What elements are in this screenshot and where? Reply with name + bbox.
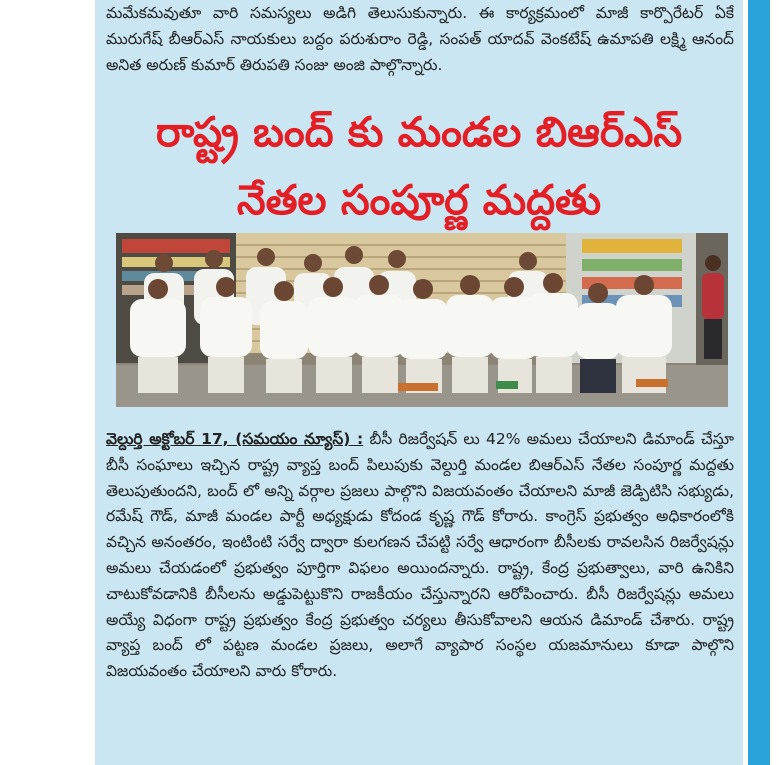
headline-line-2: నేతల సంపూర్ణ మద్దతు	[236, 176, 602, 224]
body-paragraph	[106, 427, 734, 685]
side-accent-bar	[748, 0, 770, 765]
headline-line-1: రాష్ట్ర బంద్ కు మండల బిఆర్ఎస్	[155, 108, 683, 156]
top-paragraph: మమేకమవుతూ వారి సమస్యలు అడిగి తెలుసుకున్నారు. ఈ కార్యక్రమంలో మాజీ కార్పొరేటర్ ఏకే మురుగేష్ బీఆర్ఎస్ నాయకులు బద్దం పరుశురాం రెడ్డి, సంపత్ యాదవ్ వెంకటేష్ ఉమాపతి లక్ష్మి ఆనంద్ అనిత అరుణ్ కుమార్ తిరుపతి సంజు అంజి పాల్గొన్నారు.	[106, 4, 734, 74]
group-photo	[116, 233, 728, 407]
body-text: బీసీ రిజర్వేషన్ లు 42% అమలు చేయాలని డిమాండ్ చేస్తూ బీసీ సంఘాలు ఇచ్చిన రాష్ట్ర వ్యాప్త బంద్ పిలుపుకు వెల్దుర్తి మండల బిఆర్ఎస్ నేతల సంపూర్ణ మద్దతు తెలుపుతుందని, బంద్ లో అన్ని వర్గాల ప్రజలు పాల్గొని విజయవంతం చేయాలని మాజీ జెడ్పిటిసి సభ్యుడు, రమేష్ గౌడ్, మాజీ మండల పార్టీ అధ్యక్షుడు కోదండ కృష్ణ గౌడ్ కోరారు. కాంగ్రెస్ ప్రభుత్వం అధికారంలోకి వచ్చిన అనంతరం, ఇంటింటి సర్వే ద్వారా కులగణన చేపట్టి సర్వే ఆధారంగా బీసీలకు రావలసిన రిజర్వేషన్లు అమలు చేయడంలో ప్రభుత్వం పూర్తిగా విఫలం అయిందన్నారు. రాష్ట్ర, కేంద్ర ప్రభుత్వాలు, వారి ఉనికిని చాటుకోవడానికి బీసీలను అడ్డుపెట్టుకొని రాజకీయం చేస్తున్నారని ఆరోపించారు. బీసీ రిజర్వేషన్లు అమలు అయ్యే విధంగా రాష్ట్ర ప్రభుత్వం కేంద్ర ప్రభుత్వం చర్యలు తీసుకోవాలని ఆయన డిమాండ్ చేశారు. రాష్ట్ర వ్యాప్త బంద్ లో పట్టణ మండల ప్రజలు, అలాగే వ్యాపార సంస్థల యజమానులు కూడా పాల్గొని విజయవంతం చేయాలని వారు కోరారు.	[106, 430, 734, 681]
headline	[95, 98, 743, 234]
dateline: వెల్దుర్తి అక్టోబర్ 17, (సమయం న్యూస్) :	[106, 430, 364, 448]
page-margin	[770, 0, 779, 765]
